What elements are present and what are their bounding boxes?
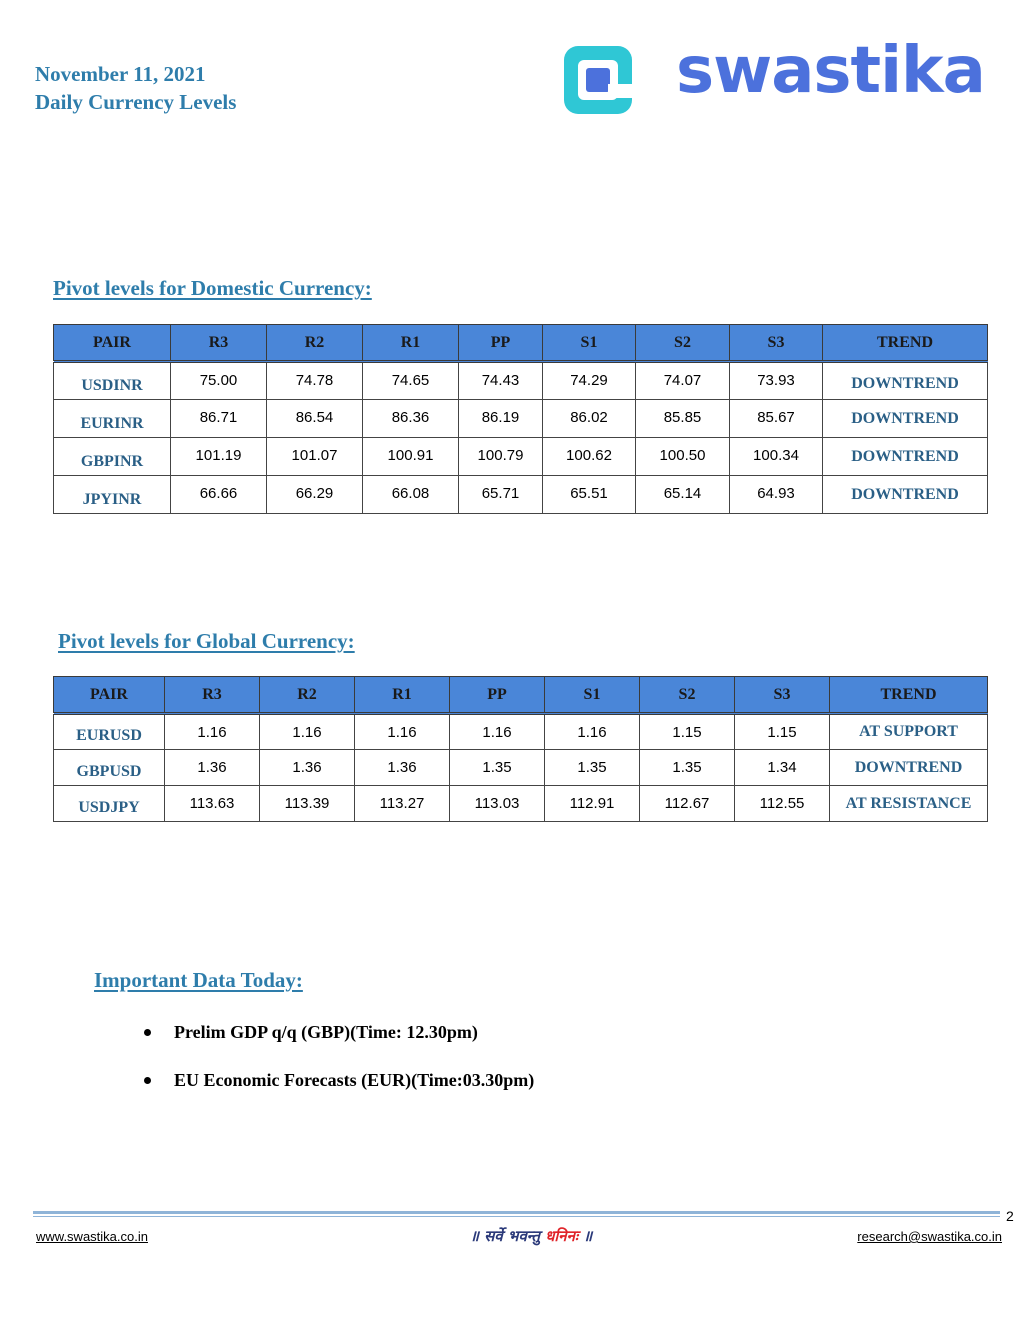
pp-cell: 1.16 [450,714,545,750]
pp-cell: 1.35 [450,750,545,786]
footer-divider-thin [33,1216,1000,1217]
table-header-row [54,677,988,714]
pp-cell: 74.43 [459,362,543,400]
trend-cell: DOWNTREND [823,438,988,476]
s1-cell: 100.62 [543,438,636,476]
motto-highlight: धनिनः [545,1227,578,1245]
list-item [144,1022,534,1070]
s1-cell: 1.35 [545,750,640,786]
column-header: R2 [260,677,355,714]
logo-mark-icon [562,44,634,116]
s3-cell: 1.15 [735,714,830,750]
report-subtitle: Daily Currency Levels [35,90,237,114]
s2-cell: 65.14 [636,476,730,514]
s3-cell: 73.93 [730,362,823,400]
column-header: R2 [267,325,363,362]
pair-cell: EURINR [54,400,171,438]
r1-cell: 66.08 [363,476,459,514]
global-section-title: Pivot levels for Global Currency: [58,629,355,653]
column-header: TREND [830,677,988,714]
table-row [54,714,988,750]
domestic-section-title: Pivot levels for Domestic Currency: [53,276,372,300]
column-header: R1 [355,677,450,714]
r1-cell: 1.16 [355,714,450,750]
r3-cell: 66.66 [171,476,267,514]
r2-cell: 1.36 [260,750,355,786]
page-number: 2 [1006,1208,1014,1224]
global-pivot-table [53,676,988,822]
pp-cell: 86.19 [459,400,543,438]
column-header: PAIR [54,677,165,714]
column-header: PP [450,677,545,714]
r1-cell: 86.36 [363,400,459,438]
report-header [35,60,236,116]
table-header-row [54,325,988,362]
table-row [54,750,988,786]
r3-cell: 75.00 [171,362,267,400]
r1-cell: 113.27 [355,786,450,822]
pair-cell: USDINR [54,362,171,400]
column-header: S3 [735,677,830,714]
r2-cell: 113.39 [260,786,355,822]
table-row [54,438,988,476]
bullet-icon [144,1077,151,1084]
pair-cell: GBPUSD [54,750,165,786]
r1-cell: 100.91 [363,438,459,476]
table-row [54,400,988,438]
pp-cell: 100.79 [459,438,543,476]
logo-wordmark: swastika [676,34,985,108]
list-item-text: Prelim GDP q/q (GBP)(Time: 12.30pm) [174,1022,478,1042]
r2-cell: 86.54 [267,400,363,438]
s1-cell: 74.29 [543,362,636,400]
list-item [144,1070,534,1118]
column-header: PAIR [54,325,171,362]
motto-part: ॥ [577,1227,593,1245]
r3-cell: 1.36 [165,750,260,786]
list-item-text: EU Economic Forecasts (EUR)(Time:03.30pm) [174,1070,535,1090]
column-header: S2 [640,677,735,714]
s3-cell: 100.34 [730,438,823,476]
pair-cell: USDJPY [54,786,165,822]
s2-cell: 112.67 [640,786,735,822]
s2-cell: 74.07 [636,362,730,400]
bullet-icon [144,1029,151,1036]
trend-cell: DOWNTREND [823,400,988,438]
trend-cell: DOWNTREND [823,362,988,400]
column-header: R3 [165,677,260,714]
table-row [54,362,988,400]
s3-cell: 64.93 [730,476,823,514]
domestic-pivot-table [53,324,988,514]
s2-cell: 85.85 [636,400,730,438]
column-header: R1 [363,325,459,362]
s2-cell: 1.35 [640,750,735,786]
r2-cell: 66.29 [267,476,363,514]
column-header: S3 [730,325,823,362]
email-link[interactable]: research@swastika.co.in [857,1229,1002,1244]
trend-cell: DOWNTREND [823,476,988,514]
column-header: R3 [171,325,267,362]
table-row [54,476,988,514]
footer-motto [470,1226,592,1246]
s2-cell: 1.15 [640,714,735,750]
r3-cell: 101.19 [171,438,267,476]
report-date: November 11, 2021 [35,62,206,86]
trend-cell: AT SUPPORT [830,714,988,750]
column-header: PP [459,325,543,362]
pp-cell: 65.71 [459,476,543,514]
column-header: S1 [545,677,640,714]
s3-cell: 1.34 [735,750,830,786]
r3-cell: 86.71 [171,400,267,438]
s3-cell: 85.67 [730,400,823,438]
r3-cell: 1.16 [165,714,260,750]
s1-cell: 1.16 [545,714,640,750]
s1-cell: 112.91 [545,786,640,822]
r2-cell: 74.78 [267,362,363,400]
trend-cell: DOWNTREND [830,750,988,786]
r2-cell: 1.16 [260,714,355,750]
column-header: S1 [543,325,636,362]
column-header: S2 [636,325,730,362]
table-row [54,786,988,822]
important-data-list [144,1022,534,1118]
pair-cell: JPYINR [54,476,171,514]
s2-cell: 100.50 [636,438,730,476]
footer-divider [33,1211,1000,1214]
pair-cell: GBPINR [54,438,171,476]
r1-cell: 74.65 [363,362,459,400]
pp-cell: 113.03 [450,786,545,822]
trend-cell: AT RESISTANCE [830,786,988,822]
s3-cell: 112.55 [735,786,830,822]
r3-cell: 113.63 [165,786,260,822]
r2-cell: 101.07 [267,438,363,476]
pair-cell: EURUSD [54,714,165,750]
swastika-logo [558,40,1008,122]
motto-part: ॥ सर्वे भवन्तु [470,1227,546,1245]
s1-cell: 86.02 [543,400,636,438]
important-data-title: Important Data Today: [94,968,303,992]
s1-cell: 65.51 [543,476,636,514]
r1-cell: 1.36 [355,750,450,786]
column-header: TREND [823,325,988,362]
website-link[interactable]: www.swastika.co.in [36,1229,148,1244]
